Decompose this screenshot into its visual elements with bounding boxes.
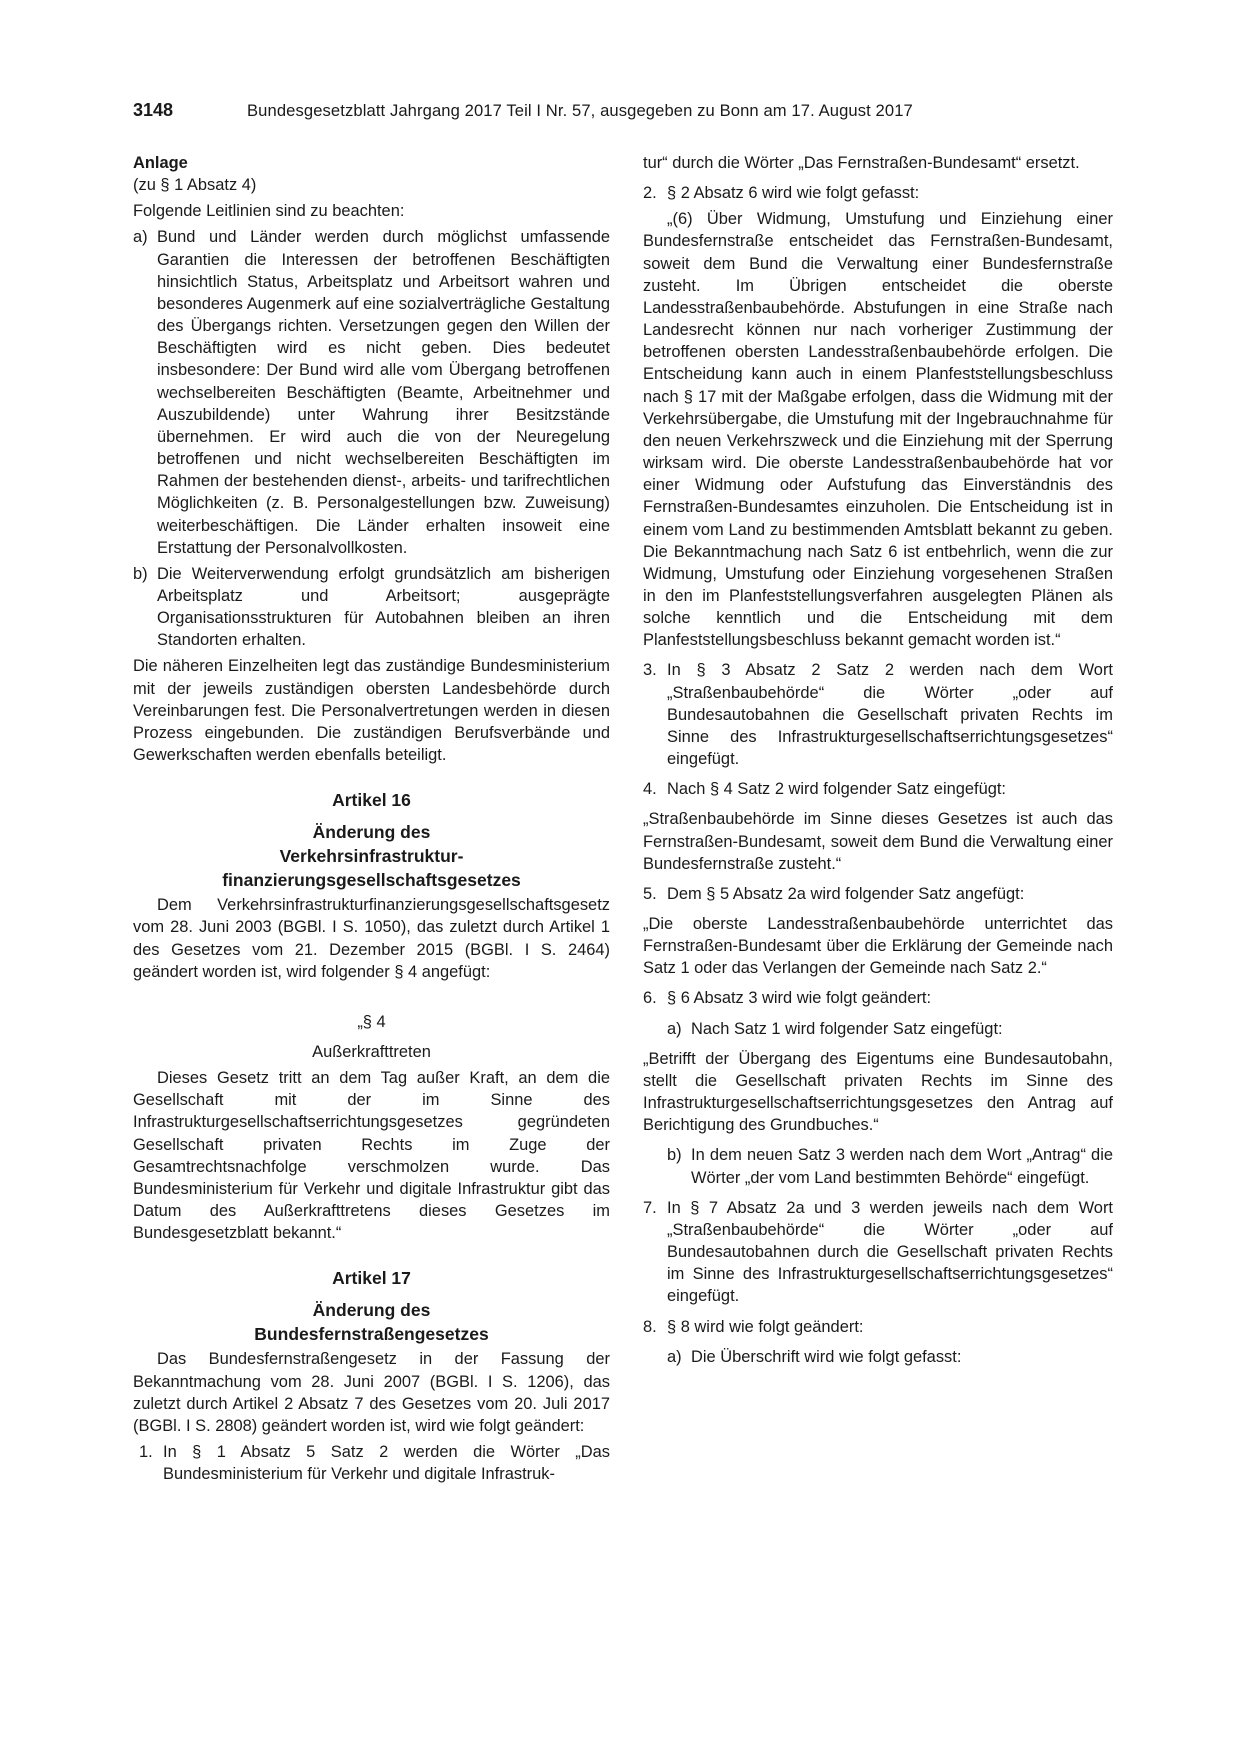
list-text: Nach Satz 1 wird folgender Satz eingefügt:	[691, 1019, 1003, 1038]
list-item	[643, 1316, 1113, 1338]
list-item	[139, 1441, 610, 1485]
list-marker: 7.	[643, 1198, 657, 1217]
article-17-intro: Das Bundesfernstraßengesetz in der Fassung der Bekanntmachung vom 28. Juni 2007 (BGBl. I S. 1206), das zuletzt durch Artikel 2 Absatz 7 des Gesetzes vom 20. Juli 2017 (BGBl. I S. 2808) geändert worden ist, wird wie folgt geändert:	[133, 1350, 610, 1435]
list-item	[643, 182, 1113, 204]
list-text: § 6 Absatz 3 wird wie folgt geändert:	[667, 989, 932, 1008]
list-marker: 6.	[643, 989, 657, 1008]
paragraph-sign: „§ 4	[357, 1012, 386, 1031]
article-16-intro: Dem Verkehrsinfrastrukturfinanzierungsgesellschaftsgesetz vom 28. Juni 2003 (BGBl. I S. 1050), das zuletzt durch Artikel 1 des Gesetzes vom 21. Dezember 2015 (BGBl. I S. 2464) geändert worden ist, wird folgender § 4 angefügt:	[133, 896, 610, 981]
list-item	[643, 659, 1113, 770]
list-marker: 5.	[643, 884, 657, 903]
list-item	[643, 883, 1113, 905]
list-marker: 1.	[139, 1443, 153, 1462]
quoted-text: „(6) Über Widmung, Umstufung und Einziehung einer Bundesfernstraße entscheidet das Fernstraßen-Bundesamt, soweit dem Bund die Verwaltung einer Bundesfernstraße zusteht. Im Übrigen entscheidet die oberste Landesstraßenbaubehörde. Abstufungen in eine Straße nach Landesrecht können nur nach vorheriger Zustimmung der betroffenen obersten Landesstraßenbaubehörde erfolgen. Die Entscheidung kann auch in einem Planfeststellungsbeschluss nach § 17 mit der Maßgabe erfolgen, dass die Widmung mit der Verkehrsübergabe, die Umstufung mit der Ingebrauchnahme für den neuen Verkehrszweck und die Einziehung mit der Sperrung wirksam wird. Die oberste Landesstraßenbaubehörde hat vor einer Widmung oder Aufstufung das Einverständnis des Fernstraßen-Bundesamtes einzuholen. Die Entscheidung ist in einem vom Land zu bestimmenden Amtsblatt bekannt zu geben. Die Bekanntmachung nach Satz 6 ist entbehrlich, wenn die zur Widmung, Umstufung oder Einziehung vorgesehenen Straßen in den im Planfeststellungsverfahren ausgelegten Plänen als solche kenntlich und die Entscheidung mit dem Planfeststellungsbeschluss bekannt gemacht worden ist.“	[643, 210, 1113, 650]
sub-list-item	[667, 1346, 1113, 1368]
list-marker: 2.	[643, 184, 657, 203]
article-16-title: Artikel 16	[332, 790, 411, 811]
list-text: Die Überschrift wird wie folgt gefasst:	[691, 1347, 962, 1366]
list-marker: 4.	[643, 780, 657, 799]
anlage-closing: Die näheren Einzelheiten legt das zuständige Bundesministerium mit der jeweils zuständigen obersten Landesbehörde durch Vereinbarungen fest. Die Personalvertretungen werden in diesen Prozess eingebunden. Die zuständigen Berufsverbände und Gewerkschaften werden ebenfalls beteiligt.	[133, 657, 610, 765]
list-text: § 8 wird wie folgt geändert:	[667, 1317, 864, 1336]
list-item	[643, 778, 1113, 800]
list-text-continued: tur“ durch die Wörter „Das Fernstraßen-Bundesamt“ ersetzt.	[643, 154, 1080, 172]
list-marker: 3.	[643, 661, 657, 680]
list-marker: 8.	[643, 1317, 657, 1336]
list-item	[643, 987, 1113, 1009]
left-column	[133, 152, 610, 1485]
article-17-title: Artikel 17	[332, 1268, 411, 1289]
paragraph-heading: Außerkrafttreten	[312, 1043, 431, 1061]
sub-list-item	[667, 1018, 1113, 1040]
article-16-subtitle: Änderung des	[312, 822, 431, 843]
quoted-text: „Die oberste Landesstraßenbaubehörde unterrichtet das Fernstraßen-Bundesamt über die Erklärung der Gemeinde nach Satz 1 oder das Verlangen der Gemeinde nach Satz 2.“	[643, 915, 1113, 978]
list-marker: b)	[133, 564, 148, 583]
list-item	[643, 1197, 1113, 1308]
quoted-text: „Straßenbaubehörde im Sinne dieses Gesetzes ist auch das Fernstraßen-Bundesamt, soweit dem Bund die Verwaltung einer Bundesfernstraße zusteht.“	[643, 810, 1113, 873]
list-marker: a)	[667, 1347, 682, 1366]
article-17-subtitle: Änderung des	[312, 1300, 431, 1321]
list-text: Die Weiterverwendung erfolgt grundsätzlich am bisherigen Arbeitsplatz und Arbeitsort; ausgeprägte Organisationsstrukturen für Autobahnen bleiben an ihren Standorten erhalten.	[157, 564, 610, 650]
list-text: Bund und Länder werden durch möglichst umfassende Garantien die Interessen der betroffenen Beschäftigten hinsichtlich Status, Arbeitsplatz und Arbeitsort wahren und besonderes Augenmerk auf eine sozialverträgliche Gestaltung des Übergangs richten. Versetzungen gegen den Willen der Beschäftigten wird es nicht geben. Dies bedeutet insbesondere: Der Bund wird alle vom Übergang betroffenen wechselbereiten Beschäftigten (Beamte, Arbeitnehmer und Auszubildende) unter Wahrung ihrer Besitzstände übernehmen. Er wird auch die von der Neuregelung betroffenen und nicht wechselbereiten Beschäftigten im Rahmen der bestehenden dienst-, arbeits- und tarifrechtlichen Möglichkeiten (z. B. Personalgestellungen bzw. Zuweisung) weiterbeschäftigen. Die Länder erhalten insoweit eine Erstattung der Personalvollkosten.	[157, 228, 610, 557]
page-number: 3148	[133, 100, 174, 120]
list-text: Nach § 4 Satz 2 wird folgender Satz eingefügt:	[667, 780, 1006, 799]
list-marker: a)	[133, 228, 148, 247]
list-text: § 2 Absatz 6 wird wie folgt gefasst:	[667, 184, 920, 203]
list-item	[133, 226, 610, 558]
list-marker: a)	[667, 1019, 682, 1038]
page-header	[133, 100, 1113, 130]
list-item	[133, 563, 610, 652]
sub-list-item	[667, 1144, 1113, 1188]
right-column	[643, 152, 1113, 1368]
article-16-subtitle: Verkehrsinfrastruktur-	[279, 846, 464, 867]
anlage-reference: (zu § 1 Absatz 4)	[133, 176, 257, 195]
paragraph-text: Dieses Gesetz tritt an dem Tag außer Kraft, an dem die Gesellschaft mit der im Sinne des Infrastrukturgesellschaftserrichtungsgesetzes gegründeten Gesellschaft privaten Rechts im Zuge der Gesamtrechtsnachfolge verschmolzen wurde. Das Bundesministerium für Verkehr und digitale Infrastruktur gibt das Datum des Außerkrafttretens dieses Gesetzes im Bundesgesetzblatt bekannt.“	[133, 1069, 610, 1243]
list-text: In § 1 Absatz 5 Satz 2 werden die Wörter „Das Bundesministerium für Verkehr und digitale Infrastruk-	[163, 1443, 610, 1484]
article-16-subtitle: finanzierungsgesellschaftsgesetzes	[222, 870, 521, 891]
anlage-intro: Folgende Leitlinien sind zu beachten:	[133, 202, 405, 221]
running-head: Bundesgesetzblatt Jahrgang 2017 Teil I Nr. 57, ausgegeben zu Bonn am 17. August 2017	[247, 101, 913, 120]
list-marker: b)	[667, 1146, 682, 1165]
list-text: In dem neuen Satz 3 werden nach dem Wort „Antrag“ die Wörter „der vom Land bestimmten Behörde“ eingefügt.	[691, 1146, 1113, 1187]
article-17-subtitle: Bundesfernstraßengesetzes	[254, 1324, 489, 1345]
anlage-title: Anlage	[133, 154, 188, 172]
list-text: In § 3 Absatz 2 Satz 2 werden nach dem Wort „Straßenbaubehörde“ die Wörter „oder auf Bundesautobahnen die Gesellschaft privaten Rechts im Sinne des Infrastrukturgesellschaftserrichtungsgesetzes“ eingefügt.	[667, 661, 1113, 769]
list-text: Dem § 5 Absatz 2a wird folgender Satz angefügt:	[667, 884, 1025, 903]
quoted-text: „Betrifft der Übergang des Eigentums eine Bundesautobahn, stellt die Gesellschaft privaten Rechts im Sinne des Infrastrukturgesellschaftserrichtungsgesetzes den Antrag auf Berichtigung des Grundbuches.“	[643, 1049, 1113, 1135]
list-text: In § 7 Absatz 2a und 3 werden jeweils nach dem Wort „Straßenbaubehörde“ die Wörter „oder auf Bundesautobahnen durch die Gesellschaft privaten Rechts im Sinne des Infrastrukturgesellschaftserrichtungsgesetzes“ eingefügt.	[667, 1198, 1113, 1306]
